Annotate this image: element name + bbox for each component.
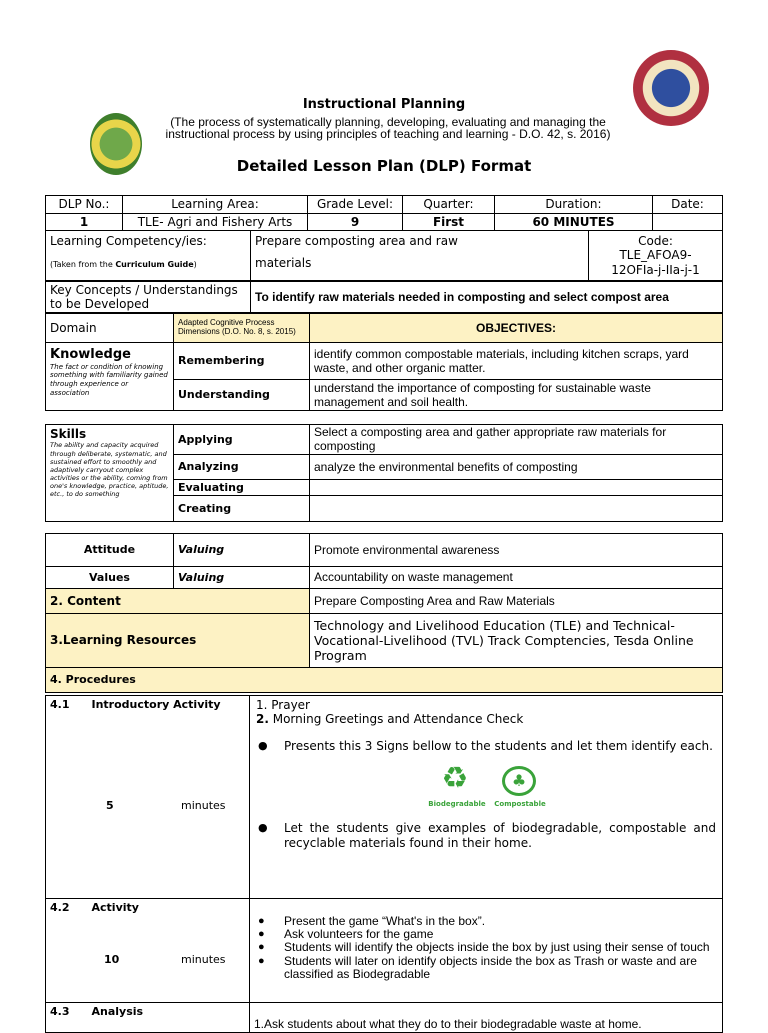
attitude-level: Valuing [174, 534, 310, 567]
value-duration: 60 MINUTES [495, 214, 653, 231]
intro-step-greetings: 2. Morning Greetings and Attendance Check [256, 712, 524, 727]
doc-subtitle-2: instructional process by using principles of teaching and learning - D.O. 42, s. 2016) [165, 127, 611, 141]
value-date [653, 214, 723, 231]
intro-minutes-label: minutes [181, 799, 226, 812]
lesson-table [45, 533, 723, 693]
recycle-icon: ♻ [441, 761, 469, 796]
intro-content [250, 696, 723, 899]
code-value-2: 12OFIa-j-IIa-j-1 [611, 262, 700, 277]
header-date: Date: [653, 196, 723, 214]
doc-title: Instructional Planning [302, 97, 466, 112]
dlp-title: Detailed Lesson Plan (DLP) Format [236, 157, 532, 175]
intro-step-prayer: 1. Prayer [256, 698, 310, 712]
activity-minutes-value: 10 [104, 953, 120, 966]
biodegradable-label: Biodegradable [428, 800, 486, 808]
activity-bullet-3: ● Students will identify the objects inside the box by just using their sense of touch [284, 941, 716, 954]
key-concepts-table [45, 281, 723, 313]
values-level: Valuing [174, 567, 310, 589]
code-value-1: TLE_AFOA9- [619, 248, 692, 263]
skills-cell [46, 425, 174, 522]
level-remembering: Remembering [174, 343, 310, 380]
code-label: Code: [638, 234, 673, 248]
intro-bullet-examples: ● Let the students give examples of biodegradable, compostable and recyclable materials found in their home. [284, 821, 716, 850]
activity-heading: 4.2 Activity [50, 901, 139, 914]
competency-note: (Taken from the Curriculum Guide) [50, 260, 197, 270]
knowledge-title: Knowledge [50, 347, 131, 362]
activity-bullet-2: ● Ask volunteers for the game [284, 928, 716, 941]
objective-understanding: understand the importance of composting for sustainable waste management and soil health. [310, 380, 723, 411]
activity-minutes-label: minutes [181, 953, 226, 966]
value-dlp-no: 1 [46, 214, 123, 231]
content-text: Prepare Composting Area and Raw Materials [310, 589, 723, 614]
doc-subtitle-1: (The process of systematically planning, developing, evaluating and managing the [170, 115, 606, 129]
process-header: Adapted Cognitive Process Dimensions (D.O. No. 8, s. 2015) [174, 314, 310, 343]
activity-bullet-1: ● Present the game “What's in the box”. [284, 915, 716, 928]
procedures-table [45, 695, 723, 1033]
activity-content [250, 899, 723, 1003]
activity-bullet-4: ● Students will later on identify objects inside the box as Trash or waste and are classified as Biodegradable [284, 955, 716, 981]
objective-creating [310, 495, 723, 521]
attitude-label: Attitude [46, 534, 174, 567]
intro-bullet-signs: ● Presents this 3 Signs bellow to the students and let them identify each. [284, 739, 716, 753]
competency-label-cell [46, 231, 251, 281]
value-grade-level: 9 [308, 214, 403, 231]
analysis-cell [46, 1003, 250, 1033]
compostable-label: Compostable [494, 800, 546, 808]
skills-desc: The ability and capacity acquired through deliberate, systematic, and sustained effort to smoothly and adaptively carryout complex activities or the ability, coming from one's knowledge, practice, aptitude, etc., to do something [50, 441, 169, 499]
header-grade-level: Grade Level: [308, 196, 403, 214]
school-seal [633, 50, 709, 126]
level-understanding: Understanding [174, 380, 310, 411]
value-learning-area: TLE- Agri and Fishery Arts [123, 214, 308, 231]
intro-minutes-value: 5 [106, 799, 114, 812]
resources-label: 3.Learning Resources [46, 614, 310, 668]
objective-evaluating [310, 479, 723, 495]
intro-bullets-2 [256, 821, 716, 850]
skills-table [45, 424, 723, 522]
analysis-heading: 4.3 Analysis [50, 1005, 144, 1018]
biodegradable-sign [435, 761, 475, 796]
knowledge-cell [46, 343, 174, 411]
level-analyzing: Analyzing [174, 454, 310, 479]
intro-heading: 4.1 Introductory Activity [50, 698, 221, 711]
header-learning-area: Learning Area: [123, 196, 308, 214]
objective-analyzing: analyze the environmental benefits of composting [310, 454, 723, 479]
objective-applying: Select a composting area and gather appropriate raw materials for composting [310, 425, 723, 455]
resources-text: Technology and Livelihood Education (TLE) and Technical-Vocational-Livelihood (TVL) Track Comptencies, Tesda Online Program [310, 614, 723, 668]
header-quarter: Quarter: [403, 196, 495, 214]
skills-title: Skills [50, 427, 87, 441]
intro-cell [46, 696, 250, 899]
competency-table [45, 230, 723, 281]
objectives-header: OBJECTIVES: [310, 314, 723, 343]
competency-text-cell [251, 231, 589, 281]
level-applying: Applying [174, 425, 310, 455]
domain-header: Domain [46, 314, 174, 343]
knowledge-desc: The fact or condition of knowing something with familiarity gained through experience or association [50, 362, 168, 397]
competency-label: Learning Competency/ies: [50, 234, 207, 248]
activity-bullets [256, 915, 716, 981]
key-concepts-text: To identify raw materials needed in composting and select compost area [251, 282, 723, 313]
competency-text-2: materials [255, 256, 312, 271]
activity-cell [46, 899, 250, 1003]
objective-remembering: identify common compostable materials, including kitchen scraps, yard waste, and other organic matter. [310, 343, 723, 380]
dlp-info-table [45, 195, 723, 231]
values-objective: Accountability on waste management [310, 567, 723, 589]
compostable-icon: ♣ [502, 766, 536, 796]
level-evaluating: Evaluating [174, 479, 310, 495]
analysis-text: 1.Ask students about what they do to their biodegradable waste at home. [250, 1003, 723, 1033]
code-cell [589, 231, 723, 281]
header-dlp-no: DLP No.: [46, 196, 123, 214]
objectives-table [45, 313, 723, 411]
attitude-objective: Promote environmental awareness [310, 534, 723, 567]
procedures-label: 4. Procedures [46, 668, 723, 693]
content-label: 2. Content [46, 589, 310, 614]
intro-bullets-1 [256, 739, 716, 753]
level-creating: Creating [174, 495, 310, 521]
competency-text-1: Prepare composting area and raw [255, 234, 458, 248]
header-duration: Duration: [495, 196, 653, 214]
key-concepts-label: Key Concepts / Understandings to be Developed [46, 282, 251, 313]
value-quarter: First [403, 214, 495, 231]
values-label: Values [46, 567, 174, 589]
